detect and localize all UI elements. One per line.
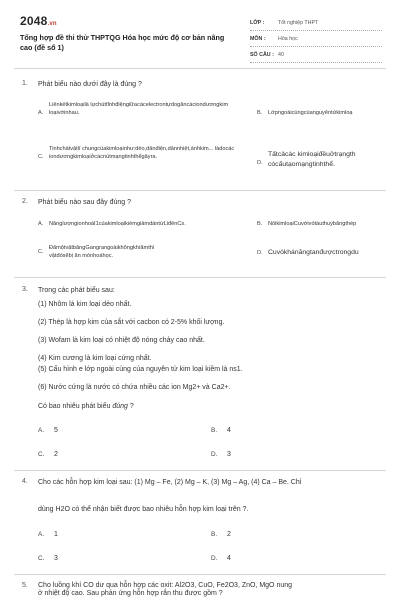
option-label: B. [257, 221, 263, 227]
question-2 [22, 198, 386, 208]
question-1 [22, 80, 386, 90]
question-text: Phát biểu nào sau đây đúng ? [38, 199, 132, 206]
exam-title: Tổng hợp đề thi thử THPTQG Hóa học mức độ cơ bản nâng cao (đề số 1) [20, 33, 225, 52]
option-label: B. [211, 531, 218, 538]
statement-2: (2) Thép là hợp kim của sắt với cacbon có 2-5% khối lượng. [38, 319, 225, 326]
question-number: 4. [22, 478, 28, 485]
option-text: NănglượngionhoáI1củakimloạikiềmgiảmdầntừLiđếnCs. [49, 221, 186, 227]
statement-3: (3) Wofam là kim loại có nhiệt độ nóng chảy cao nhất. [38, 337, 205, 344]
question-number: 1. [22, 80, 28, 87]
option-text: Tấtcảcác kimloạiđềuởtrạngth cócấutạomạngtinhthể. [268, 151, 356, 168]
option-text: Tinhchấtvậtlí chungcủakimloạinhư:dẻo,dẫnđiện,dẫnnhiệt,ánhkim... làdocác iondươngkimloạiởcácnútmạngtinhthểgâyra. [49, 146, 235, 160]
question-divider [14, 190, 386, 191]
option-2a[interactable] [38, 221, 256, 229]
option-text: Lớpngoàicùngcủanguyêntửkimloạ [268, 110, 353, 116]
option-3c[interactable] [38, 451, 58, 458]
option-text: 1 [54, 531, 58, 538]
meta-row-class [250, 15, 382, 31]
prompt-emphasis: đúng [112, 403, 128, 410]
option-text: 5 [54, 427, 58, 434]
option-label: C. [38, 249, 44, 255]
option-1a[interactable] [38, 102, 256, 118]
meta-key: LỚP : [250, 19, 265, 26]
option-text: 2 [227, 531, 231, 538]
option-label: B. [211, 427, 218, 434]
option-label: C. [38, 451, 45, 458]
question-text-line: ở nhiệt độ cao. Sau phản ứng hỗn hợp rắn thu được gồm ? [38, 590, 223, 597]
option-label: A. [38, 221, 44, 227]
question-text: Trong các phát biểu sau: [38, 287, 115, 294]
option-label: C. [38, 555, 45, 562]
option-text: 3 [227, 451, 231, 458]
option-label: C. [38, 154, 44, 160]
question-4 [22, 478, 386, 488]
option-1d[interactable] [257, 150, 392, 170]
option-3d[interactable] [211, 451, 231, 458]
option-text: Liênkếtkimloạilà lựchúttĩnhđiệngiữacácelectrontựdogăncáciondươngkim loạivớinhau. [49, 102, 229, 116]
option-2c[interactable] [38, 245, 256, 260]
question-text: Phát biểu nào dưới đây là đúng ? [38, 81, 142, 88]
header-divider [14, 68, 386, 69]
question-prompt [38, 403, 134, 410]
option-text: 3 [54, 555, 58, 562]
site-logo[interactable] [20, 14, 57, 28]
statement-6: (6) Nước cứng là nước có chứa nhiều các ion Mg2+ và Ca2+. [38, 384, 231, 391]
meta-value: Tốt nghiệp THPT [278, 19, 319, 26]
question-divider [14, 470, 386, 471]
statement-4: (4) Kim cương là kim loại cứng nhất. [38, 355, 152, 362]
option-2b[interactable] [257, 221, 392, 229]
question-divider [14, 277, 386, 278]
question-text [38, 582, 386, 598]
exam-meta-table [250, 15, 382, 63]
option-4d[interactable] [211, 555, 231, 562]
question-number: 3. [22, 286, 28, 293]
question-text: Cho các hỗn hợp kim loại sau: (1) Mg – Fe, (2) Mg – K, (3) Mg – Ag, (4) Ca – Be. Chỉ [38, 479, 302, 486]
option-label: B. [257, 110, 263, 116]
option-3a[interactable] [38, 427, 58, 434]
option-label: D. [257, 250, 263, 256]
option-4a[interactable] [38, 531, 58, 538]
statement-1: (1) Nhôm là kim loại dẻo nhất. [38, 301, 132, 308]
option-3b[interactable] [211, 427, 231, 434]
option-label: D. [211, 555, 218, 562]
option-text: 4 [227, 427, 231, 434]
question-3 [22, 286, 386, 296]
prompt-end: ? [127, 403, 134, 410]
meta-key: MÔN : [250, 35, 266, 42]
option-2d[interactable] [257, 248, 392, 258]
option-text: ĐẩmộtvậtbằngGangrangoàikhôngkhíẩmthì vậtđósẽbị ăn mònhoáhọc. [49, 245, 155, 259]
option-text: Cuvókhánăngtanđượctrongdu [268, 249, 359, 256]
option-label: A. [38, 531, 45, 538]
logo-text: 2048 [20, 14, 48, 28]
option-4b[interactable] [211, 531, 231, 538]
meta-row-subject [250, 31, 382, 47]
prompt-text: Có bao nhiêu phát biểu [38, 403, 113, 410]
option-text: NốikimloạiCuvớivỏtàuthuỷbằngthép [268, 221, 357, 227]
option-text: 2 [54, 451, 58, 458]
meta-row-count [250, 47, 382, 63]
option-1c[interactable] [38, 146, 256, 162]
logo-suffix: .vn [47, 21, 57, 27]
meta-key: SỐ CÂU : [250, 51, 274, 58]
option-label: A. [38, 110, 44, 116]
question-number: 2. [22, 198, 28, 205]
question-divider [14, 574, 386, 575]
option-4c[interactable] [38, 555, 58, 562]
question-5 [22, 582, 386, 598]
statement-5: (5) Cấu hình e lớp ngoài cùng của nguyên tử kim loại kiềm là ns1. [38, 366, 243, 373]
question-text-line: Cho luồng khí CO dư qua hỗn hợp các oxit: Al2O3, CuO, Fe2O3, ZnO, MgO nung [38, 582, 293, 589]
option-label: D. [257, 160, 263, 166]
option-label: D. [211, 451, 218, 458]
option-text: 4 [227, 555, 231, 562]
meta-value: Hóa học [278, 35, 298, 42]
question-text-continued: dùng H2O có thể nhận biết được bao nhiêu hỗn hợp kim loại trên ?. [38, 506, 249, 513]
option-label: A. [38, 427, 45, 434]
option-1b[interactable] [257, 110, 392, 118]
question-number: 5. [22, 582, 28, 589]
meta-value: 40 [278, 51, 284, 58]
